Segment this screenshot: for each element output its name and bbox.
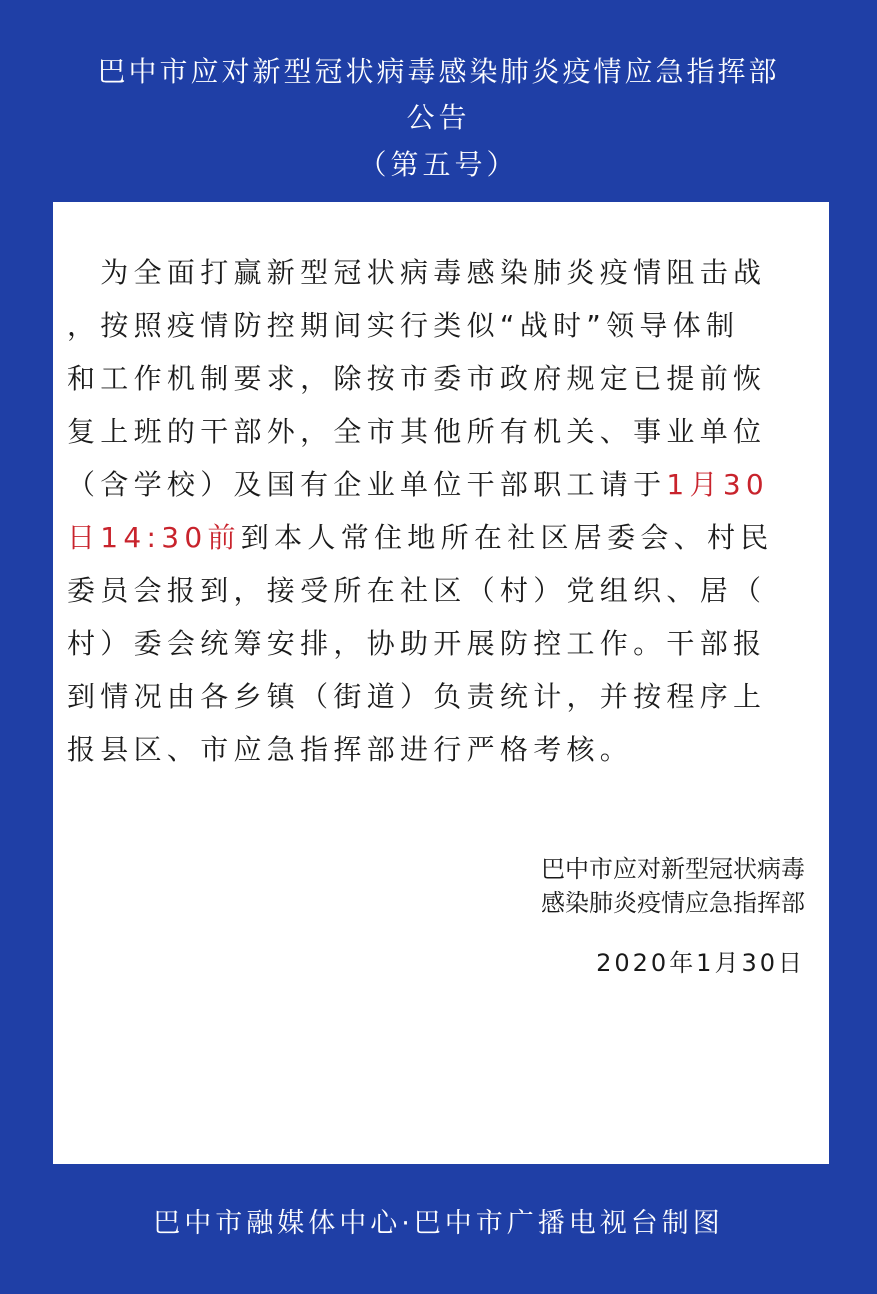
body-line-7: 委员会报到，接受所在社区（村）党组织、居（ bbox=[67, 574, 767, 607]
signature-date: 2020年1月30日 bbox=[596, 949, 805, 977]
body-line-5-prefix: （含学校）及国有企业单位干部职工请于 bbox=[67, 468, 667, 501]
signature-org-line-1: 巴中市应对新型冠状病毒 bbox=[541, 855, 805, 883]
body-line-6-suffix: 到本人常住地所在社区居委会、村民 bbox=[240, 521, 774, 554]
footer-credit: 巴中市融媒体中心·巴中市广播电视台制图 bbox=[153, 1208, 724, 1239]
announcement-card bbox=[53, 202, 829, 1164]
body-line-10: 报县区、市应急指挥部进行严格考核。 bbox=[67, 733, 634, 766]
title-line-1: 巴中市应对新型冠状病毒感染肺炎疫情应急指挥部 bbox=[97, 55, 780, 88]
body-line-4: 复上班的干部外，全市其他所有机关、事业单位 bbox=[67, 415, 767, 448]
highlight-date: 1月30 bbox=[666, 468, 770, 501]
signature-block bbox=[405, 852, 805, 980]
header bbox=[0, 0, 877, 200]
title-line-2: 公告 bbox=[406, 101, 471, 134]
announcement-body bbox=[67, 246, 817, 776]
body-line-6 bbox=[67, 511, 817, 564]
body-line-9: 到情况由各乡镇（街道）负责统计，并按程序上 bbox=[67, 680, 767, 713]
body-line-8: 村）委会统筹安排，协助开展防控工作。干部报 bbox=[67, 627, 767, 660]
body-line-5 bbox=[67, 458, 817, 511]
body-line-1: 为全面打赢新型冠状病毒感染肺炎疫情阻击战 bbox=[67, 256, 767, 289]
signature-org-line-2: 感染肺炎疫情应急指挥部 bbox=[541, 889, 805, 917]
title-line-3: （第五号） bbox=[358, 148, 519, 181]
body-line-3: 和工作机制要求，除按市委市政府规定已提前恢 bbox=[67, 362, 767, 395]
highlight-time: 日14:30前 bbox=[67, 521, 241, 554]
body-line-2: ，按照疫情防控期间实行类似“战时”领导体制 bbox=[67, 309, 740, 342]
